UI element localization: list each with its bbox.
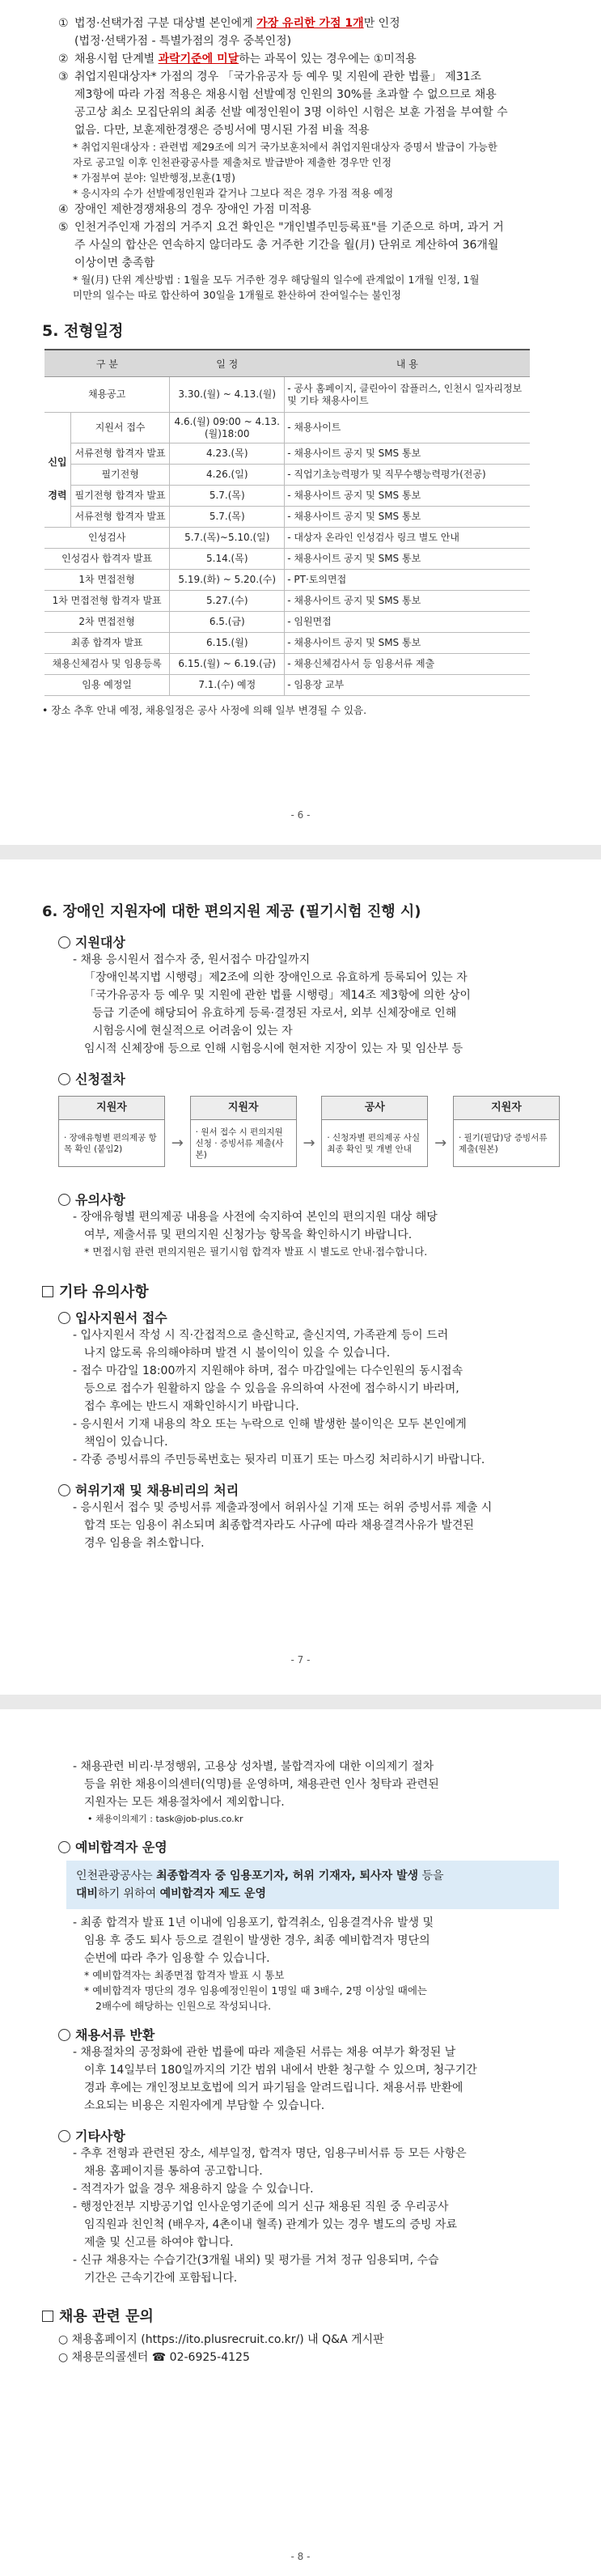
bonus-notes-2 bbox=[42, 272, 559, 303]
text-line: 제출 및 신고를 하여야 합니다. bbox=[84, 2236, 234, 2249]
text-line: - 행정안전부 지방공기업 인사운영기준에 의거 신규 채용된 직원 중 우리공사 bbox=[73, 2200, 449, 2213]
description-cell: - 채용사이트 공지 및 SMS 통보 bbox=[285, 443, 530, 465]
text-line: 등급 기준에 해당되어 유효하게 등록·결정된 자로서, 외부 신체장애로 인해 bbox=[92, 1007, 457, 1020]
rule-item bbox=[42, 86, 559, 104]
item-text: 법정·선택가점 구분 대상별 본인에게 bbox=[74, 17, 257, 30]
page-number: - 7 - bbox=[290, 1654, 311, 1666]
text-line: - 응시원서 접수 및 증빙서류 제출과정에서 허위사실 기재 또는 허위 증빙서류 제출 시 bbox=[73, 1501, 493, 1514]
rule-item bbox=[42, 32, 559, 50]
text-line: * 예비합격자는 최종면접 합격자 발표 시 통보 bbox=[84, 1969, 285, 1981]
item-marker: ④ bbox=[58, 203, 69, 216]
text-line: 등을 위한 채용이의센터(익명)를 운영하며, 채용관련 인사 청탁과 관련된 bbox=[84, 1778, 439, 1791]
caution-list bbox=[42, 1208, 559, 1259]
square-bullet-icon bbox=[42, 2311, 53, 2322]
contact-phone[interactable]: ○ 채용문의콜센터 ☎ 02-6925-4125 bbox=[58, 2351, 250, 2364]
bonus-notes bbox=[42, 139, 559, 201]
item-text: 공고상 최소 모집단위의 최종 선발 예정인원이 3명 이하인 시험은 보훈 가점을 부여할 수 bbox=[74, 106, 508, 119]
description-cell: - PT·토의면접 bbox=[285, 570, 530, 591]
text-line: - 최종 합격자 발표 1년 이내에 임용포기, 합격취소, 임용결격사유 발생 및 bbox=[73, 1916, 434, 1929]
text-line: - 장애유형별 편의제공 내용을 사전에 숙지하여 본인의 편의지원 대상 해당 bbox=[73, 1211, 438, 1224]
item-text: 없음. 다만, 보훈제한경쟁은 증빙서에 명시된 가점 비율 적용 bbox=[74, 124, 370, 137]
description-cell: - 채용사이트 공지 및 SMS 통보 bbox=[285, 549, 530, 570]
stage-cell: 1차 면접전형 bbox=[44, 570, 170, 591]
process-step-actor: 지원자 bbox=[58, 1096, 165, 1120]
rule-item bbox=[42, 121, 559, 139]
subsection-title: 지원대상 bbox=[42, 932, 559, 951]
text-line: - 추후 전형과 관련된 장소, 세부일정, 합격자 명단, 임용구비서류 등 모든 사항은 bbox=[73, 2147, 467, 2160]
process-step bbox=[58, 1096, 165, 1167]
stage-cell: 인성검사 합격자 발표 bbox=[44, 549, 170, 570]
table-header: 일 정 bbox=[170, 350, 285, 377]
process-step-detail: · 원서 접수 시 편의지원 신청 · 증빙서류 제출(사본) bbox=[190, 1120, 297, 1167]
category-label: 경력 bbox=[48, 489, 67, 501]
item-text: 채용시험 단계별 bbox=[74, 53, 159, 66]
stage-cell: 1차 면접전형 합격자 발표 bbox=[44, 591, 170, 612]
text-line: 시험응시에 현실적으로 어려움이 있는 자 bbox=[92, 1025, 293, 1038]
text-line: 합격 또는 임용이 취소되며 최종합격자라도 사규에 따라 채용결격사유가 발견된 bbox=[84, 1519, 474, 1532]
subsection-title: 채용서류 반환 bbox=[42, 2025, 559, 2043]
item-text: 제3항에 따라 가점 적용은 채용시험 선발예정 인원의 30%를 초과할 수 없으므로 채용 bbox=[74, 88, 497, 101]
date-cell: 6.5.(금) bbox=[170, 612, 285, 633]
description-cell: - 대상자 온라인 인성검사 링크 별도 안내 bbox=[285, 528, 530, 549]
application-process-flow bbox=[58, 1096, 560, 1172]
process-step-detail: · 필기(필답)당 증빙서류 제출(원본) bbox=[453, 1120, 560, 1167]
item-marker: ③ bbox=[58, 70, 69, 83]
stage-cell: 서류전형 합격자 발표 bbox=[71, 507, 170, 528]
table-header: 구 분 bbox=[44, 350, 170, 377]
date-cell: 5.7.(목)~5.10.(일) bbox=[170, 528, 285, 549]
bonus-rules-list bbox=[42, 15, 559, 139]
process-step-actor: 지원자 bbox=[190, 1096, 297, 1120]
text-line: 여부, 제출서류 및 편의지원 신청가능 항목을 확인하시기 바랍니다. bbox=[84, 1229, 413, 1241]
document-return-notes bbox=[42, 2043, 559, 2115]
process-step-actor: 공사 bbox=[321, 1096, 428, 1120]
table-row bbox=[44, 528, 530, 549]
circle-bullet-icon bbox=[58, 1194, 70, 1206]
description-cell: - 채용사이트 bbox=[285, 413, 530, 443]
item-marker: ⑤ bbox=[58, 221, 69, 234]
section-title-inquiry: 채용 관련 문의 bbox=[42, 2305, 559, 2326]
item-emphasis: 과락기준에 미달 bbox=[158, 53, 239, 66]
description-cell: - 채용신체검사서 등 임용서류 제출 bbox=[285, 654, 530, 675]
grievance-notes bbox=[42, 1758, 559, 1811]
process-step bbox=[190, 1096, 297, 1167]
text-line: - 응시원서 기재 내용의 착오 또는 누락으로 인해 발생한 불이익은 모두 본인에게 bbox=[73, 1418, 467, 1431]
process-step-actor: 지원자 bbox=[453, 1096, 560, 1120]
falsification-notes bbox=[42, 1499, 559, 1552]
page-number: - 6 - bbox=[290, 809, 311, 821]
text-line: 기간은 근속기간에 포함됩니다. bbox=[84, 2272, 238, 2285]
text-line: 미만의 일수는 따로 합산하여 30일을 1개월로 환산하여 잔여일수는 불인정 bbox=[73, 289, 401, 301]
date-cell: 5.14.(목) bbox=[170, 549, 285, 570]
table-row bbox=[44, 633, 530, 654]
table-row bbox=[44, 570, 530, 591]
arrow-right-icon: → bbox=[434, 1135, 447, 1152]
text-line: 소요되는 비용은 지원자에게 부담할 수 있습니다. bbox=[84, 2099, 325, 2112]
circle-bullet-icon bbox=[58, 1312, 70, 1324]
subsection-title: 허위기재 및 채용비리의 처리 bbox=[42, 1480, 559, 1499]
stage-cell: 지원서 접수 bbox=[71, 413, 170, 443]
date-cell: 4.6.(월) 09:00 ~ 4.13.(월)18:00 bbox=[170, 413, 285, 443]
circle-bullet-icon bbox=[58, 1484, 70, 1496]
square-bullet-icon bbox=[42, 1286, 53, 1297]
description-cell: - 채용사이트 공지 및 SMS 통보 bbox=[285, 591, 530, 612]
text-line: - 채용관련 비리·부정행위, 고용상 성차별, 불합격자에 대한 이의제기 절차 bbox=[73, 1760, 434, 1773]
subsection-title: 기타사항 bbox=[42, 2126, 559, 2145]
table-row bbox=[44, 486, 530, 507]
table-row bbox=[44, 612, 530, 633]
date-cell: 5.7.(목) bbox=[170, 507, 285, 528]
document-page-7 bbox=[0, 859, 601, 1695]
date-cell: 5.19.(화) ~ 5.20.(수) bbox=[170, 570, 285, 591]
text-line: 임직원과 친인척 (배우자, 4촌이내 혈족) 관계가 있는 경우 별도의 증빙 자료 bbox=[84, 2218, 457, 2231]
circle-bullet-icon bbox=[58, 936, 70, 948]
reserve-notes bbox=[42, 1914, 559, 2014]
contact-website[interactable]: ○ 채용홈페이지 (https://ito.plusrecruit.co.kr/) 내 Q&A 게시판 bbox=[58, 2333, 384, 2346]
text-line: 채용 홈페이지를 통하여 공고합니다. bbox=[84, 2165, 263, 2178]
text-line: - 채용 응시원서 접수자 중, 원서접수 마감일까지 bbox=[73, 953, 311, 966]
text-line: 「장애인복지법 시행령」제2조에 의한 장애인으로 유효하게 등록되어 있는 자 bbox=[84, 971, 468, 984]
item-text: 이상이면 충족함 bbox=[74, 257, 155, 269]
item-marker: ② bbox=[58, 53, 69, 66]
text-line: 임용 후 중도 퇴사 등으로 결원이 발생한 경우, 최종 예비합격자 명단의 bbox=[84, 1934, 430, 1947]
description-cell: - 임원면접 bbox=[285, 612, 530, 633]
item-text-tail: 하는 과목이 있는 경우에는 ①미적용 bbox=[239, 53, 417, 66]
process-step bbox=[321, 1096, 428, 1167]
date-cell: 3.30.(월) ~ 4.13.(월) bbox=[170, 377, 285, 413]
circle-bullet-icon bbox=[58, 1841, 70, 1853]
stage-cell: 최종 합격자 발표 bbox=[44, 633, 170, 654]
stage-cell: 서류전형 합격자 발표 bbox=[71, 443, 170, 465]
table-row bbox=[44, 591, 530, 612]
date-cell: 5.27.(수) bbox=[170, 591, 285, 612]
misc-notes bbox=[42, 2145, 559, 2287]
item-text: 인천거주인재 가점의 거주지 요건 확인은 "개인별주민등록표"를 기준으로 하며, 과거 거 bbox=[74, 221, 504, 234]
subsection-title: 예비합격자 운영 bbox=[42, 1837, 559, 1856]
section-title-other: 기타 유의사항 bbox=[42, 1280, 559, 1301]
table-row bbox=[44, 413, 530, 443]
item-text: 취업지원대상자* 가점의 경우 「국가유공자 등 예우 및 지원에 관한 법률」 제31조 bbox=[74, 70, 482, 83]
circle-bullet-icon bbox=[58, 1073, 70, 1085]
text-line: 자로 공고일 이후 인천관광공사를 제출처로 발급받아 제출한 경우만 인정 bbox=[73, 156, 392, 168]
table-row bbox=[44, 465, 530, 486]
date-cell: 6.15.(월) ~ 6.19.(금) bbox=[170, 654, 285, 675]
eligibility-list bbox=[42, 951, 559, 1058]
arrow-right-icon: → bbox=[171, 1135, 184, 1152]
text-line: * 예비합격자 명단의 경우 임용예정인원이 1명일 때 3배수, 2명 이상일 때에는 bbox=[84, 1984, 427, 1997]
item-text: 주 사실의 합산은 연속하지 않더라도 총 거주한 기간을 월(月) 단위로 계산하여 36개월 bbox=[74, 239, 499, 252]
text-line: - 적격자가 없을 경우 채용하지 않을 수 있습니다. bbox=[73, 2183, 314, 2196]
schedule-footnote: • 장소 추후 안내 예정, 채용일정은 공사 사정에 의해 일부 변경될 수 있음. bbox=[42, 704, 367, 716]
item-text: (법정·선택가점 - 특별가점의 경우 중복인정) bbox=[74, 35, 292, 48]
rule-item bbox=[42, 254, 559, 272]
rule-item bbox=[42, 104, 559, 121]
email-note: • 채용이의제기 : task@job-plus.co.kr bbox=[87, 1814, 243, 1824]
text-line: - 신규 채용자는 수습기간(3개월 내외) 및 평가를 거쳐 정규 임용되며, 수습 bbox=[73, 2254, 439, 2267]
section-title-schedule: 5. 전형일정 bbox=[42, 322, 124, 340]
text-line: * 면접시험 관련 편의지원은 필기시험 합격자 발표 시 별도로 안내·접수합니다. bbox=[84, 1246, 428, 1258]
description-cell: - 직업기초능력평가 및 직무수행능력평가(전공) bbox=[285, 465, 530, 486]
text-line: 이후 14일부터 180일까지의 기간 범위 내에서 반환 청구할 수 있으며, 청구기간 bbox=[84, 2064, 477, 2077]
table-row bbox=[44, 443, 530, 465]
arrow-right-icon: → bbox=[303, 1135, 315, 1152]
table-row bbox=[44, 654, 530, 675]
item-text-tail: 만 인정 bbox=[363, 17, 400, 30]
date-cell: 6.15.(월) bbox=[170, 633, 285, 654]
subsection-title: 유의사항 bbox=[42, 1190, 559, 1208]
text-line: 경과 후에는 개인정보보호법에 의거 파기됨을 알려드립니다. 채용서류 반환에 bbox=[84, 2082, 463, 2094]
subsection-title: 신청절차 bbox=[42, 1069, 559, 1088]
subsection-title: 입사지원서 접수 bbox=[42, 1308, 559, 1326]
text-line: * 월(月) 단위 계산방법 : 1월을 모두 거주한 경우 해당월의 일수에 관계없이 1개월 인정, 1월 bbox=[73, 274, 480, 286]
rule-item bbox=[42, 15, 559, 32]
text-line: 나지 않도록 유의해야하며 발견 시 불이익이 있을 수 있습니다. bbox=[84, 1347, 391, 1360]
date-cell: 4.23.(목) bbox=[170, 443, 285, 465]
text-line: - 채용절차의 공정화에 관한 법률에 따라 제출된 서류는 채용 여부가 확정된 날 bbox=[73, 2046, 456, 2059]
text-line: 2배수에 해당하는 인원으로 작성되니다. bbox=[95, 2000, 272, 2012]
text-line: - 각종 증빙서류의 주민등록번호는 뒷자리 미표기 또는 마스킹 처리하시기 바랍니다. bbox=[73, 1454, 485, 1466]
text-line: 경우 임용을 취소합니다. bbox=[84, 1537, 205, 1550]
reserve-info-box: 인천관광공사는 최종합격자 중 임용포기자, 허위 기재자, 퇴사자 발생 등을 대비하기 위하여 예비합격자 제도 운영 bbox=[66, 1861, 559, 1909]
rule-item bbox=[42, 219, 559, 236]
table-header: 내 용 bbox=[285, 350, 530, 377]
category-cell bbox=[44, 413, 71, 528]
stage-cell: 2차 면접전형 bbox=[44, 612, 170, 633]
text-line: 순번에 따라 추가 임용할 수 있습니다. bbox=[84, 1952, 270, 1965]
circle-bullet-icon bbox=[58, 2029, 70, 2041]
text-line: 임시적 신체장애 등으로 인해 시험응시에 현저한 지장이 있는 자 및 임산부 등 bbox=[84, 1042, 463, 1055]
item-text: 장애인 제한경쟁채용의 경우 장애인 가점 미적용 bbox=[74, 203, 311, 216]
section-title-accommodation: 6. 장애인 지원자에 대한 편의지원 제공 (필기시험 진행 시) bbox=[42, 903, 421, 920]
text-line: 책임이 있습니다. bbox=[84, 1436, 168, 1449]
text-line: - 입사지원서 작성 시 직·간접적으로 출신학교, 출신지역, 가족관계 등이 드러 bbox=[73, 1329, 449, 1342]
stage-cell: 필기전형 bbox=[71, 465, 170, 486]
description-cell: - 공사 홈페이지, 클린아이 잡플러스, 인천시 일자리정보 및 기타 채용사이트 bbox=[285, 377, 530, 413]
date-cell: 4.26.(일) bbox=[170, 465, 285, 486]
text-line: 「국가유공자 등 예우 및 지원에 관한 법률 시행령」제14조 제3항에 의한 상이 bbox=[84, 989, 471, 1002]
process-step-detail: · 신청자별 편의제공 사실 최종 확인 및 개별 안내 bbox=[321, 1120, 428, 1167]
process-step-detail: · 장애유형별 편의제공 항목 확인 (붙임2) bbox=[58, 1120, 165, 1167]
description-cell: - 채용사이트 공지 및 SMS 통보 bbox=[285, 507, 530, 528]
bonus-rules-list-2 bbox=[42, 201, 559, 272]
stage-cell: 채용공고 bbox=[44, 377, 170, 413]
date-cell: 5.7.(목) bbox=[170, 486, 285, 507]
stage-cell: 인성검사 bbox=[44, 528, 170, 549]
description-cell: - 채용사이트 공지 및 SMS 통보 bbox=[285, 633, 530, 654]
stage-cell: 임용 예정일 bbox=[44, 675, 170, 696]
schedule-table bbox=[44, 349, 530, 696]
application-notes bbox=[42, 1326, 559, 1469]
item-emphasis: 가장 유리한 가점 1개 bbox=[256, 17, 364, 30]
circle-bullet-icon bbox=[58, 2130, 70, 2142]
text-line: 지원자는 모든 채용절차에서 제외합니다. bbox=[84, 1796, 285, 1809]
category-label: 신입 bbox=[48, 456, 67, 468]
description-cell: - 채용사이트 공지 및 SMS 통보 bbox=[285, 486, 530, 507]
process-step bbox=[453, 1096, 560, 1167]
table-row bbox=[44, 507, 530, 528]
rule-item bbox=[42, 236, 559, 254]
page-number: - 8 - bbox=[290, 2551, 311, 2562]
date-cell: 7.1.(수) 예정 bbox=[170, 675, 285, 696]
stage-cell: 필기전형 합격자 발표 bbox=[71, 486, 170, 507]
text-line: - 접수 마감일 18:00까지 지원해야 하며, 접수 마감일에는 다수인원의 동시접속 bbox=[73, 1364, 463, 1377]
table-row bbox=[44, 549, 530, 570]
rule-item bbox=[42, 68, 559, 86]
text-line: * 취업지원대상자 : 관련법 제29조에 의거 국가보훈처에서 취업지원대상자 증명서 발급이 가능한 bbox=[73, 141, 497, 153]
text-line: 등으로 접수가 원활하지 않을 수 있음을 유의하여 사전에 접수하시기 바라며, bbox=[84, 1382, 459, 1395]
table-row bbox=[44, 377, 530, 413]
document-page-6 bbox=[0, 0, 601, 845]
stage-cell: 채용신체검사 및 임용등록 bbox=[44, 654, 170, 675]
text-line: * 응시자의 수가 선발예정인원과 같거나 그보다 적은 경우 가점 적용 예정 bbox=[73, 187, 394, 199]
rule-item bbox=[42, 201, 559, 219]
document-page-8 bbox=[0, 1709, 601, 2576]
rule-item bbox=[42, 50, 559, 68]
text-line: * 가점부여 분야: 일반행정,보훈(1명) bbox=[73, 172, 236, 184]
text-line: 접수 후에는 반드시 재확인하시기 바랍니다. bbox=[84, 1400, 299, 1413]
item-marker: ① bbox=[58, 17, 69, 30]
description-cell: - 임용장 교부 bbox=[285, 675, 530, 696]
table-row bbox=[44, 675, 530, 696]
